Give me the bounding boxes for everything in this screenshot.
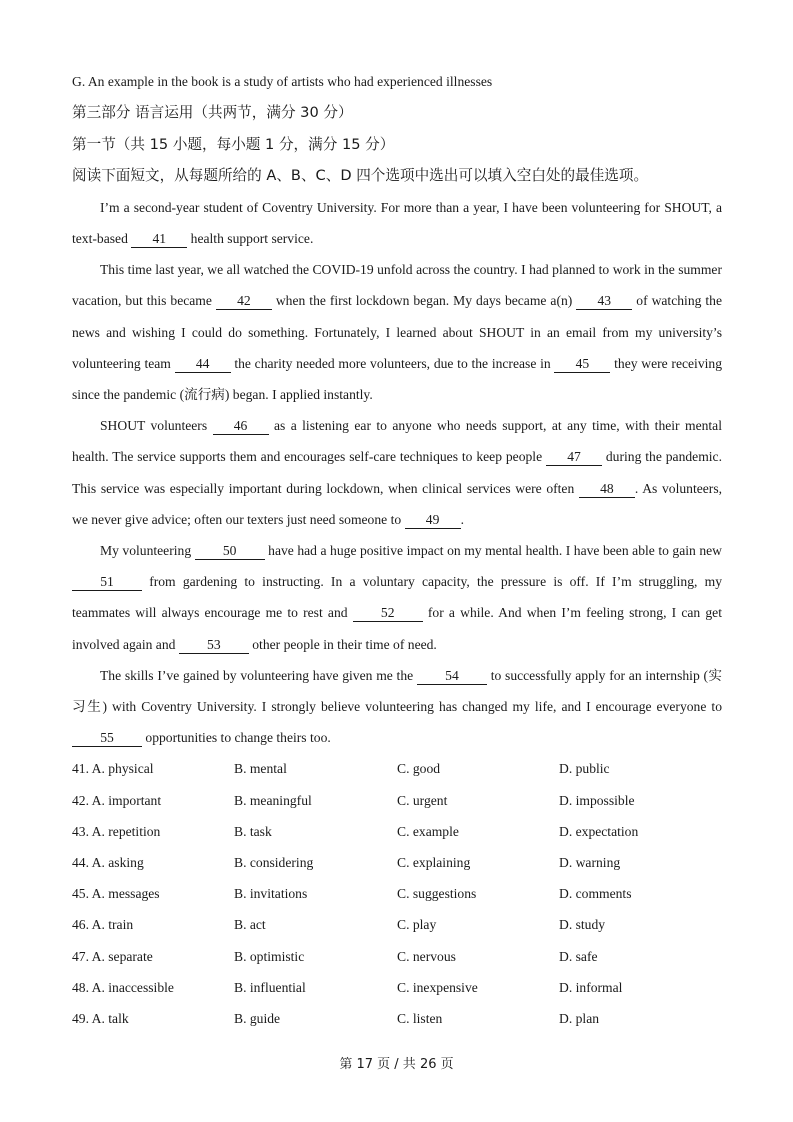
option-c: C. inexpensive xyxy=(397,979,478,995)
option-row-44 xyxy=(72,847,722,878)
passage-paragraph-2: This time last year, we all watched the COVID-19 unfold across the country. I had planned to work in the summer vacation, but this became 42 when the first lockdown began. My days became a(n) 43 of watching the news and wishing I could do something. Fortunately, I learned about SHOUT in an email from my university’s volunteering team 44 the charity needed more volunteers, due to the increase in 45 they were receiving since the pandemic (流行病) began. I applied instantly. xyxy=(72,262,722,402)
option-a: 42. A. important xyxy=(72,792,162,808)
blank-45: 45 xyxy=(554,356,610,373)
option-b: B. optimistic xyxy=(234,948,305,964)
option-b: B. considering xyxy=(234,854,314,870)
blank-54: 54 xyxy=(417,668,487,685)
blank-46: 46 xyxy=(213,418,269,435)
blank-41: 41 xyxy=(131,231,187,248)
option-a: 48. A. inaccessible xyxy=(72,979,174,995)
subsection-heading: 第一节（共 15 小题，每小题 1 分，满分 15 分） xyxy=(72,135,395,153)
option-c: C. play xyxy=(397,917,437,933)
passage-paragraph-3: SHOUT volunteers 46 as a listening ear to anyone who needs support, at any time, with their mental health. The service supports them and encourages self-care techniques to keep people 47 during the pandemic. This service was especially important during lockdown, when clinical services were often 48 . As volunteers, we never give advice; often our texters just need someone to 49 . xyxy=(72,418,723,527)
option-a: 49. A. talk xyxy=(72,1010,129,1026)
option-row-46 xyxy=(72,909,722,940)
option-d: D. public xyxy=(559,761,610,777)
option-c: C. example xyxy=(397,823,459,839)
option-d: D. study xyxy=(559,917,606,933)
option-a: 46. A. train xyxy=(72,917,134,933)
option-d: D. expectation xyxy=(559,823,639,839)
blank-48: 48 xyxy=(579,481,635,498)
option-c: C. suggestions xyxy=(397,886,477,902)
option-b: B. invitations xyxy=(234,886,308,902)
option-c: C. nervous xyxy=(397,948,456,964)
blank-49: 49 xyxy=(405,512,461,529)
option-c: C. explaining xyxy=(397,854,471,870)
option-row-45 xyxy=(72,878,722,909)
option-d: D. warning xyxy=(559,854,621,870)
page-number-footer: 第 17 页 / 共 26 页 xyxy=(339,1057,454,1072)
option-b: B. mental xyxy=(234,761,287,777)
blank-51: 51 xyxy=(72,574,142,591)
instruction-text: 阅读下面短文，从每题所给的 A、B、C、D 四个选项中选出可以填入空白处的最佳选项。 xyxy=(72,167,649,185)
option-a: 47. A. separate xyxy=(72,948,153,964)
option-d: D. plan xyxy=(559,1010,600,1026)
answer-options xyxy=(72,753,722,1034)
option-row-47 xyxy=(72,941,722,972)
option-row-49 xyxy=(72,1003,722,1034)
option-a: 41. A. physical xyxy=(72,761,154,777)
option-d: D. informal xyxy=(559,979,623,995)
option-b: B. guide xyxy=(234,1010,281,1026)
option-row-41 xyxy=(72,753,722,784)
blank-53: 53 xyxy=(179,637,249,654)
option-d: D. impossible xyxy=(559,792,635,808)
option-a: 45. A. messages xyxy=(72,886,160,902)
passage-paragraph-5: The skills I’ve gained by volunteering have given me the 54 to successfully apply for an internship (实习生) with Coventry University. I strongly believe volunteering has changed my life, and I encourage everyone to 55 opportunities to change theirs too. xyxy=(72,667,722,746)
blank-43: 43 xyxy=(576,293,632,310)
option-c: C. listen xyxy=(397,1010,443,1026)
blank-52: 52 xyxy=(353,605,423,622)
blank-44: 44 xyxy=(175,356,231,373)
option-b: B. act xyxy=(234,917,266,933)
option-b: B. influential xyxy=(234,979,306,995)
previous-option-line: G. An example in the book is a study of artists who had experienced illnesses xyxy=(72,74,493,89)
option-row-43 xyxy=(72,816,722,847)
option-a: 43. A. repetition xyxy=(72,823,161,839)
blank-42: 42 xyxy=(216,293,272,310)
option-row-42 xyxy=(72,785,722,816)
option-d: D. comments xyxy=(559,886,632,902)
option-a: 44. A. asking xyxy=(72,854,144,870)
exam-page xyxy=(72,66,722,1034)
option-b: B. meaningful xyxy=(234,792,312,808)
passage-paragraph-1: I’m a second-year student of Coventry University. For more than a year, I have been volunteering for SHOUT, a text-based 41 health support service. xyxy=(72,199,722,246)
blank-50: 50 xyxy=(195,543,265,560)
option-b: B. task xyxy=(234,823,272,839)
blank-47: 47 xyxy=(546,449,602,466)
blank-55: 55 xyxy=(72,730,142,747)
option-d: D. safe xyxy=(559,948,598,964)
option-c: C. good xyxy=(397,761,441,777)
option-row-48 xyxy=(72,972,722,1003)
passage-paragraph-4: My volunteering 50 have had a huge positive impact on my mental health. I have been able to gain new 51 from gardening to instructing. In a voluntary capacity, the pressure is off. If I’m struggling, my teammates will always encourage me to rest and 52 for a while. And when I’m feeling strong, I can get involved again and 53 other people in their time of need. xyxy=(72,542,722,652)
section-heading: 第三部分 语言运用（共两节，满分 30 分） xyxy=(72,104,353,122)
option-c: C. urgent xyxy=(397,792,448,808)
